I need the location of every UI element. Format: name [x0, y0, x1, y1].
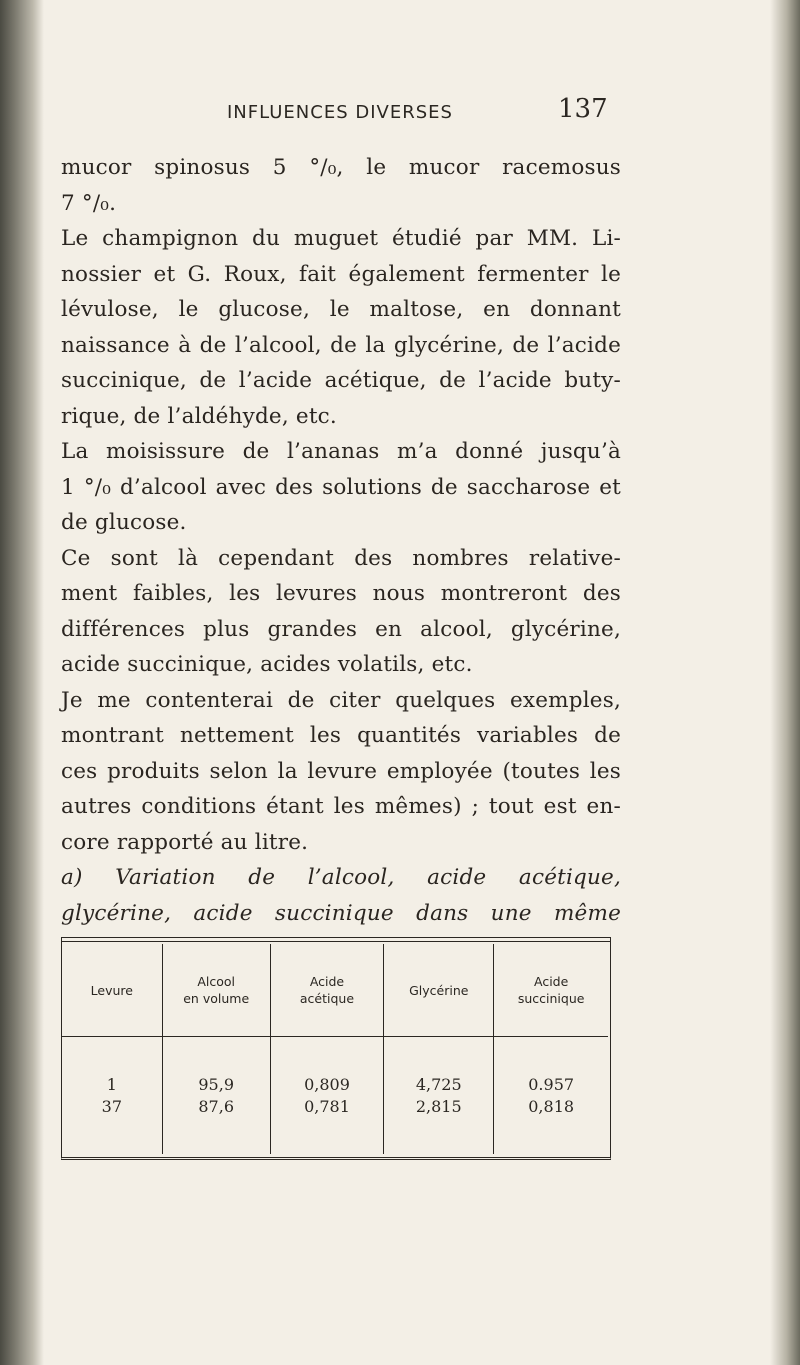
- header-text: Acide: [309, 974, 345, 989]
- table-row: [62, 1037, 608, 1155]
- table-cell-glycerine: [384, 1037, 494, 1155]
- results-table: [61, 937, 611, 1160]
- table-cell-acide-succinique: [494, 1037, 608, 1155]
- cell-value: 0,818: [528, 1096, 575, 1116]
- section-heading-line: a) Variation de l’alcool, acide acétique,: [61, 865, 621, 890]
- text-line: Je me contenterai de citer quelques exemples,: [61, 687, 621, 713]
- text-line: Le champignon du muguet étudié par MM. Li-: [61, 226, 621, 251]
- running-head-title: INFLUENCES DIVERSES: [227, 102, 453, 123]
- cell-value: 4,725: [415, 1074, 462, 1094]
- text-line: succinique, de l’acide acétique, de l’acide buty-: [61, 368, 621, 393]
- header-alcool: [162, 944, 270, 1037]
- text-line: 7 °/₀.: [61, 190, 117, 216]
- text-line: La moisissure de l’ananas m’a donné jusqu’à: [61, 439, 621, 464]
- text-line: ment faibles, les levures nous montreront des: [61, 581, 621, 606]
- header-acide-acetique: [270, 944, 384, 1037]
- text-line: nossier et G. Roux, fait également fermenter le: [61, 261, 621, 287]
- page-number: 137: [558, 94, 608, 124]
- text-line: rique, de l’aldéhyde, etc.: [61, 403, 337, 429]
- cell-value: 1: [106, 1074, 117, 1094]
- text-line: différences plus grandes en alcool, glycérine,: [61, 616, 621, 642]
- section-heading-line: glycérine, acide succinique dans une même: [61, 900, 621, 926]
- header-text: succinique: [517, 991, 585, 1006]
- header-text: Alcool: [197, 974, 236, 989]
- scan-edge-right: [770, 0, 800, 1365]
- header-text: Glycérine: [409, 982, 469, 998]
- text-line: montrant nettement les quantités variables de: [61, 723, 621, 748]
- header-text: Acide: [534, 974, 569, 989]
- header-text: Levure: [90, 982, 133, 998]
- text-line: autres conditions étant les mêmes) ; tout est en-: [61, 794, 621, 819]
- header-glycerine: [384, 944, 494, 1037]
- cell-value: 87,6: [198, 1096, 234, 1116]
- cell-value: 0,781: [304, 1096, 350, 1116]
- header-levure: [62, 944, 162, 1037]
- text-line: 1 °/₀ d’alcool avec des solutions de saccharose et: [61, 474, 621, 500]
- text-line: Ce sont là cependant des nombres relative-: [61, 545, 621, 571]
- scan-edge-left: [0, 0, 44, 1365]
- text-line: core rapporté au litre.: [61, 829, 309, 855]
- table-cell-acide-acetique: [270, 1037, 384, 1155]
- running-head: [0, 96, 800, 132]
- header-text: acétique: [299, 991, 355, 1006]
- text-line: lévulose, le glucose, le maltose, en donnant: [61, 297, 621, 322]
- table-cell-levure: [62, 1037, 162, 1155]
- cell-value: 37: [101, 1096, 123, 1116]
- cell-value: 0.957: [528, 1074, 575, 1094]
- text-line: de glucose.: [61, 510, 187, 535]
- table-header-row: [62, 944, 608, 1037]
- header-text: en volume: [183, 991, 250, 1006]
- cell-value: 0,809: [304, 1074, 350, 1094]
- text-line: ces produits selon la levure employée (toutes les: [61, 758, 621, 784]
- header-acide-succinique: [494, 944, 608, 1037]
- cell-value: 2,815: [415, 1096, 462, 1116]
- body-text: [61, 150, 621, 967]
- text-line: mucor spinosus 5 °/₀, le mucor racemosus: [61, 155, 621, 180]
- text-line: naissance à de l’alcool, de la glycérine, de l’acide: [61, 332, 621, 358]
- cell-value: 95,9: [198, 1074, 234, 1094]
- table-cell-alcool: [162, 1037, 270, 1155]
- results-table-grid: [62, 944, 608, 1154]
- text-line: acide succinique, acides volatils, etc.: [61, 652, 473, 677]
